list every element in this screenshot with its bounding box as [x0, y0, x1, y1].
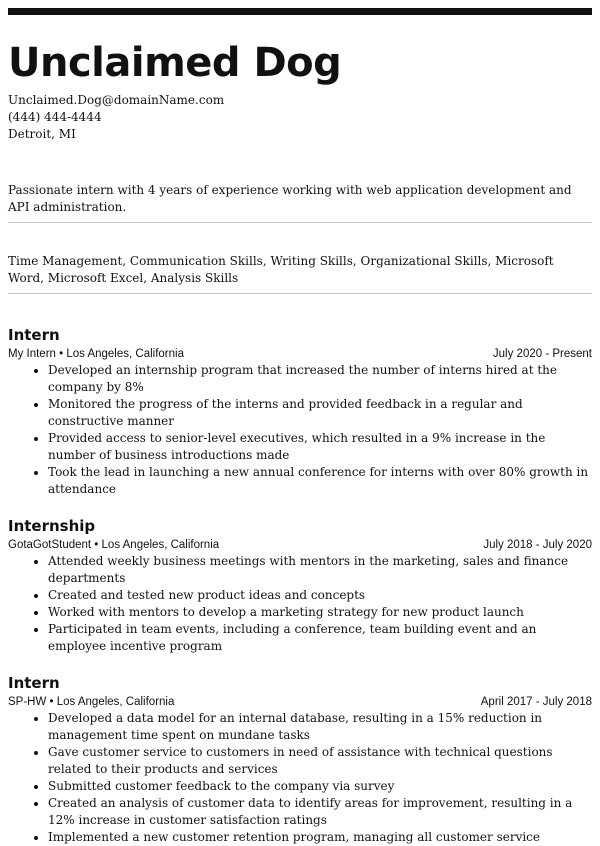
- experience-entry: [8, 325, 592, 498]
- job-bullet: • Created an analysis of customer data to identify areas for improvement, resulting in a 12% increase in customer satisfaction ratings: [48, 795, 592, 829]
- summary-text: Passionate intern with 4 years of experience working with web application development and API administration.: [8, 183, 572, 214]
- job-bullet: • Provided access to senior-level executives, which resulted in a 9% increase in the number of business introductions made: [48, 430, 592, 464]
- job-bullet: • Implemented a new customer retention program, managing all customer service: [48, 829, 592, 846]
- job-title: Intern: [8, 674, 60, 692]
- job-bullets: [8, 710, 592, 846]
- job-bullet: • Worked with mentors to develop a marketing strategy for new product launch: [48, 604, 592, 621]
- job-meta: [8, 694, 592, 710]
- job-bullet: • Submitted customer feedback to the company via survey: [48, 778, 592, 795]
- job-meta: [8, 537, 592, 553]
- job-bullet: • Monitored the progress of the interns and provided feedback in a regular and constructive manner: [48, 396, 592, 430]
- job-dates: July 2018 - July 2020: [483, 539, 592, 551]
- top-divider-bar: [8, 8, 592, 15]
- resume-page: [8, 8, 592, 846]
- job-bullet: • Developed an internship program that increased the number of interns hired at the company by 8%: [48, 362, 592, 396]
- job-company: GotaGotStudent • Los Angeles, California: [8, 539, 220, 551]
- job-bullet: • Developed a data model for an internal database, resulting in a 15% reduction in management time spent on mundane tasks: [48, 710, 592, 744]
- job-bullet: • Took the lead in launching a new annual conference for interns with over 80% growth in attendance: [48, 464, 592, 498]
- job-bullets: [8, 553, 592, 655]
- contact-info: [8, 92, 592, 143]
- email-text: Unclaimed.Dog@domainName.com: [8, 93, 225, 107]
- location-text: Detroit, MI: [8, 127, 76, 141]
- job-bullets: [8, 362, 592, 498]
- job-meta: [8, 346, 592, 362]
- job-dates: July 2020 - Present: [492, 348, 592, 360]
- skills-text: Time Management, Communication Skills, Writing Skills, Organizational Skills, Microsoft Word, Microsoft Excel, Analysis Skills: [8, 254, 554, 285]
- job-company: My Intern • Los Angeles, California: [8, 348, 184, 360]
- candidate-name: Unclaimed Dog: [8, 40, 342, 86]
- experience-entry: [8, 673, 592, 846]
- job-bullet: • Created and tested new product ideas and concepts: [48, 587, 592, 604]
- section-divider: [8, 293, 592, 294]
- job-bullet: • Attended weekly business meetings with mentors in the marketing, sales and finance departments: [48, 553, 592, 587]
- phone-text: (444) 444-4444: [8, 110, 102, 124]
- job-company: SP-HW • Los Angeles, California: [8, 696, 175, 708]
- section-divider: [8, 222, 592, 223]
- job-bullet: • Participated in team events, including a conference, team building event and an employee incentive program: [48, 621, 592, 655]
- job-bullet: • Gave customer service to customers in need of assistance with technical questions related to their products and services: [48, 744, 592, 778]
- job-title: Internship: [8, 517, 96, 535]
- job-dates: April 2017 - July 2018: [480, 696, 592, 708]
- experience-entry: [8, 516, 592, 655]
- job-title: Intern: [8, 326, 60, 344]
